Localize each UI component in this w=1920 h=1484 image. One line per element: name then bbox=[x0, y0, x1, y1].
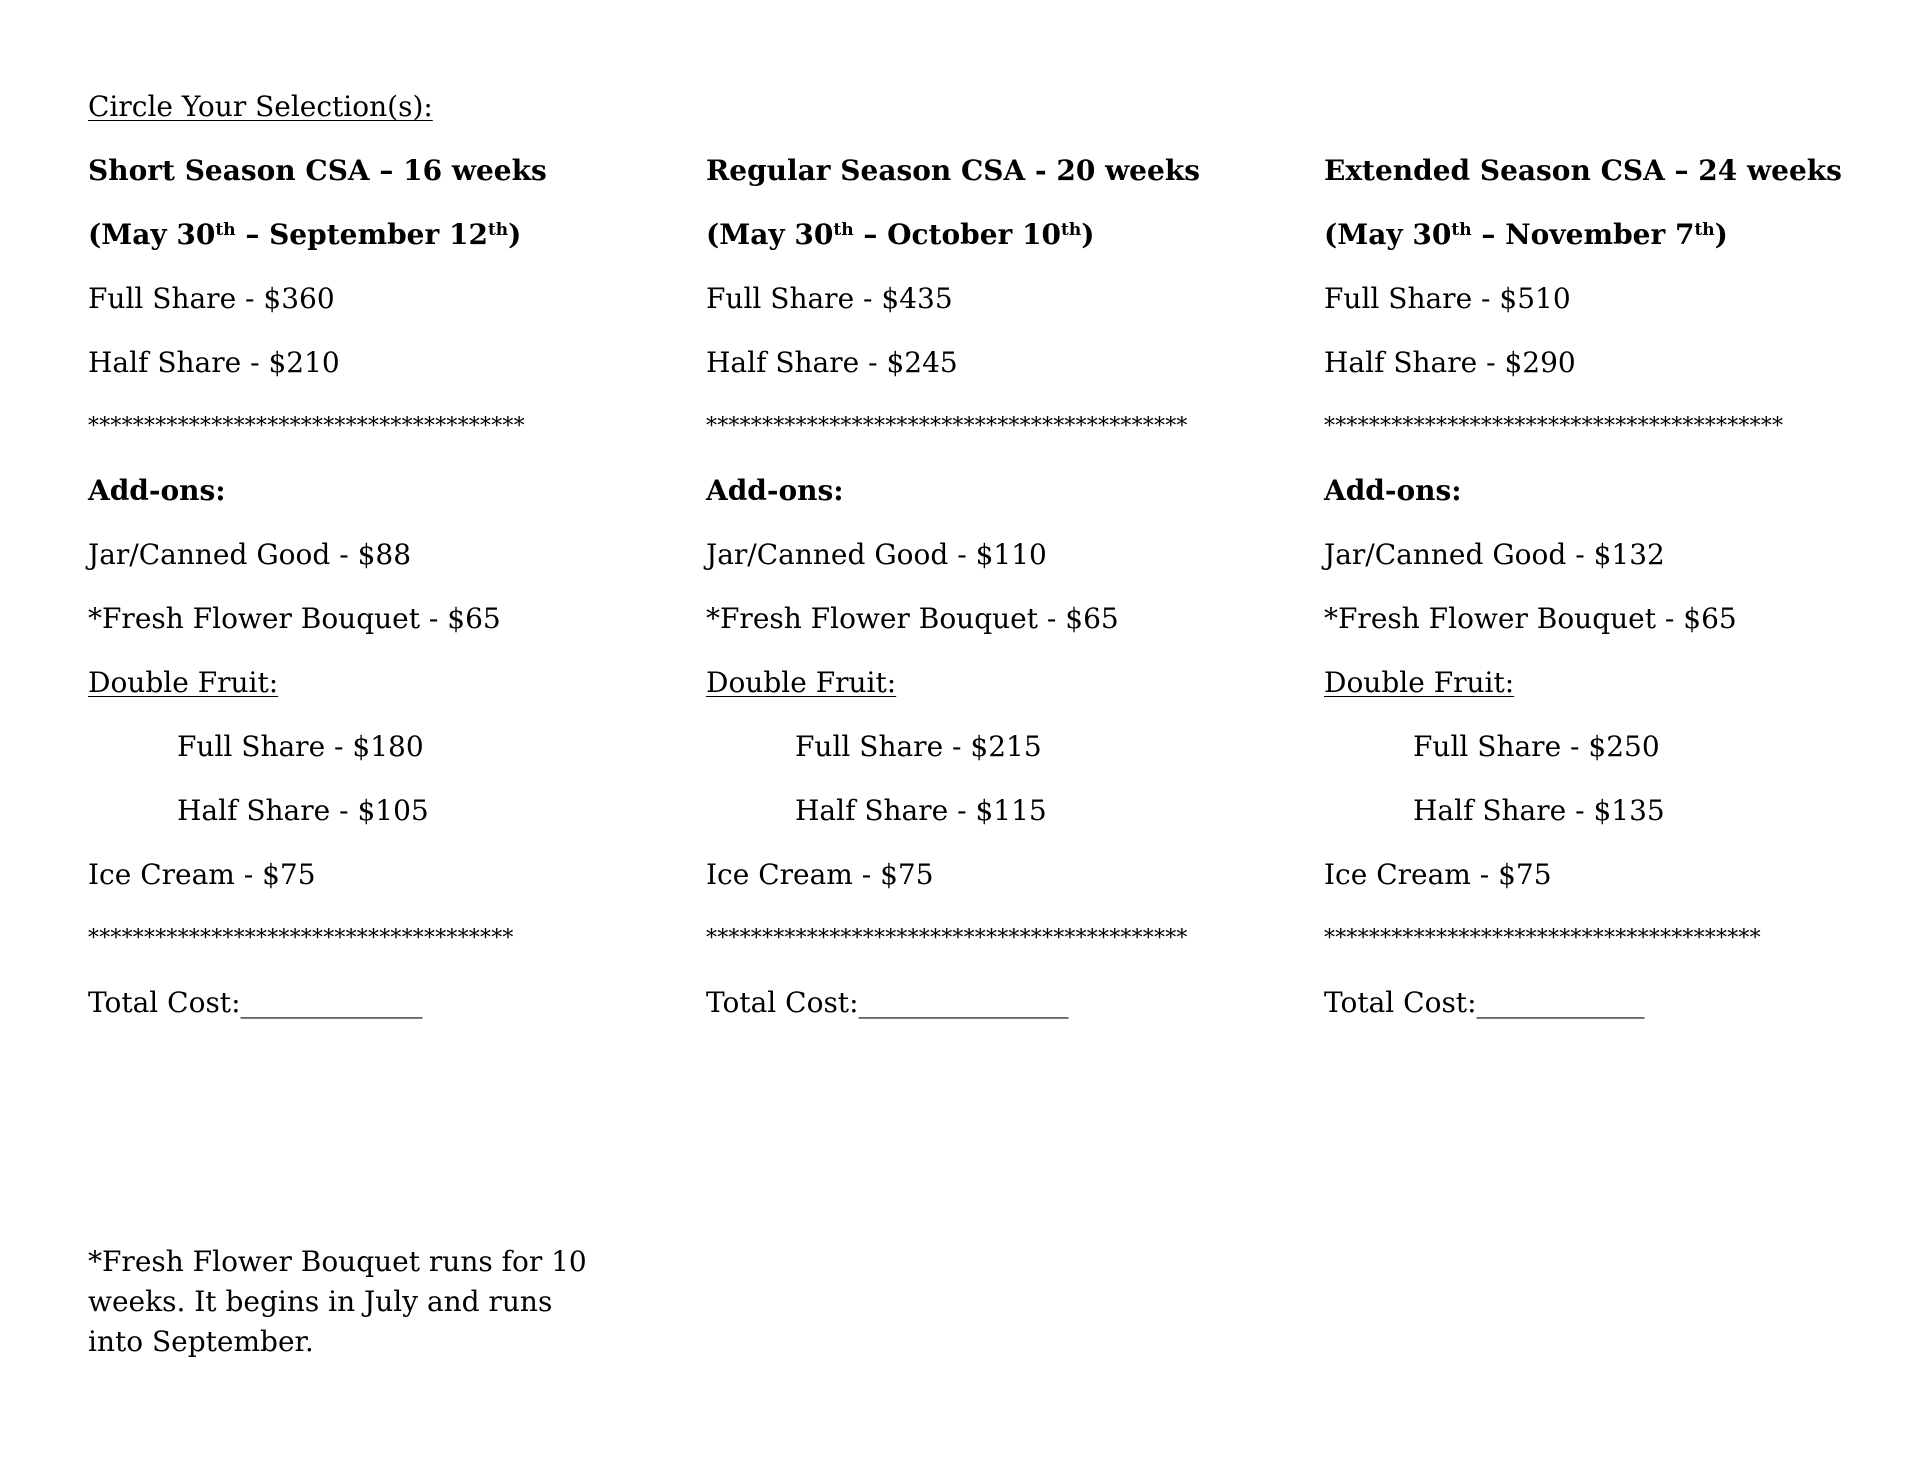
jar-canned-good-option: Jar/Canned Good - $88 bbox=[88, 538, 412, 571]
addons-heading: Add-ons: bbox=[1324, 474, 1462, 507]
double-fruit-half-share: Half Share - $135 bbox=[1413, 794, 1665, 827]
selection-instruction: Circle Your Selection(s): bbox=[88, 90, 433, 123]
flower-footnote: *Fresh Flower Bouquet runs for 10 weeks. It begins in July and runs into September. bbox=[88, 1245, 587, 1358]
full-share-option: Full Share - $510 bbox=[1324, 282, 1571, 315]
fresh-flower-option: *Fresh Flower Bouquet - $65 bbox=[706, 602, 1119, 635]
fresh-flower-option: *Fresh Flower Bouquet - $65 bbox=[88, 602, 501, 635]
double-fruit-half-share: Half Share - $105 bbox=[177, 794, 429, 827]
season-dates: (May 30th – November 7th) bbox=[1324, 218, 1728, 251]
total-cost-field: Total Cost:_______________ bbox=[706, 986, 1069, 1019]
divider-bottom: *************************************** bbox=[1324, 926, 1761, 951]
addons-heading: Add-ons: bbox=[706, 474, 844, 507]
ice-cream-option: Ice Cream - $75 bbox=[706, 858, 934, 891]
double-fruit-full-share: Full Share - $180 bbox=[177, 730, 424, 763]
divider-top: ******************************************* bbox=[706, 414, 1188, 439]
fresh-flower-option: *Fresh Flower Bouquet - $65 bbox=[1324, 602, 1737, 635]
column-title: Extended Season CSA – 24 weeks bbox=[1324, 154, 1842, 187]
double-fruit-heading: Double Fruit: bbox=[88, 666, 279, 699]
total-cost-field: Total Cost:_____________ bbox=[88, 986, 423, 1019]
column-title: Regular Season CSA - 20 weeks bbox=[706, 154, 1200, 187]
divider-top: *************************************** bbox=[88, 414, 525, 439]
total-cost-field: Total Cost:____________ bbox=[1324, 986, 1645, 1019]
season-dates: (May 30th – September 12th) bbox=[88, 218, 522, 251]
full-share-option: Full Share - $360 bbox=[88, 282, 335, 315]
double-fruit-half-share: Half Share - $115 bbox=[795, 794, 1047, 827]
ice-cream-option: Ice Cream - $75 bbox=[88, 858, 316, 891]
double-fruit-full-share: Full Share - $250 bbox=[1413, 730, 1660, 763]
divider-top: ***************************************** bbox=[1324, 414, 1784, 439]
double-fruit-full-share: Full Share - $215 bbox=[795, 730, 1042, 763]
full-share-option: Full Share - $435 bbox=[706, 282, 953, 315]
divider-bottom: ************************************** bbox=[88, 926, 514, 951]
double-fruit-heading: Double Fruit: bbox=[706, 666, 897, 699]
addons-heading: Add-ons: bbox=[88, 474, 226, 507]
ice-cream-option: Ice Cream - $75 bbox=[1324, 858, 1552, 891]
double-fruit-heading: Double Fruit: bbox=[1324, 666, 1515, 699]
half-share-option: Half Share - $245 bbox=[706, 346, 958, 379]
half-share-option: Half Share - $290 bbox=[1324, 346, 1576, 379]
divider-bottom: ******************************************* bbox=[706, 926, 1188, 951]
column-title: Short Season CSA – 16 weeks bbox=[88, 154, 547, 187]
jar-canned-good-option: Jar/Canned Good - $110 bbox=[706, 538, 1047, 571]
season-dates: (May 30th – October 10th) bbox=[706, 218, 1095, 251]
half-share-option: Half Share - $210 bbox=[88, 346, 340, 379]
jar-canned-good-option: Jar/Canned Good - $132 bbox=[1324, 538, 1665, 571]
